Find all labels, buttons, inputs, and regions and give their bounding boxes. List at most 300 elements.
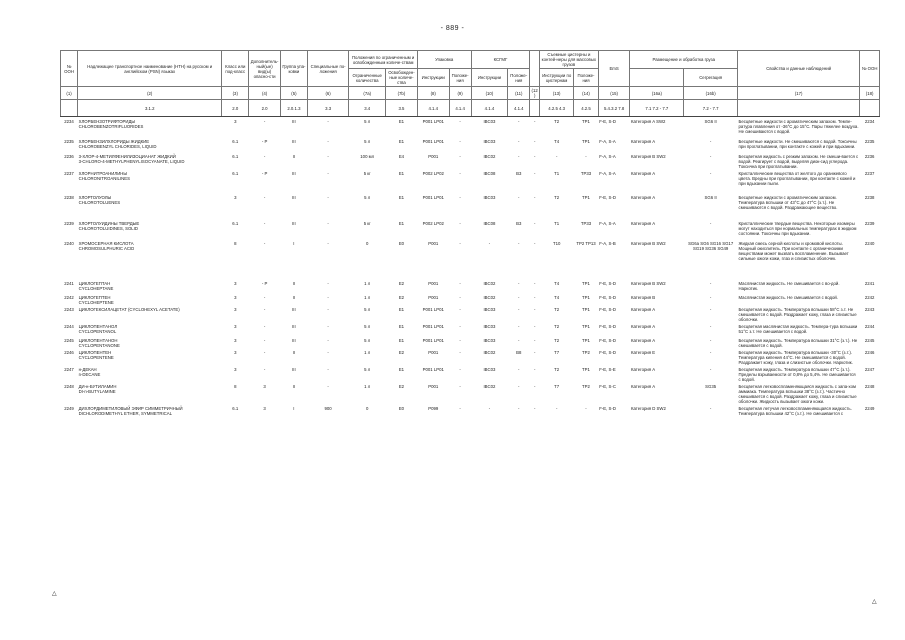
- cell-tp: TP33: [580, 220, 592, 226]
- cell-pi: P001: [428, 383, 439, 389]
- cell-name: [78, 137, 222, 152]
- column-number-15: (15): [598, 87, 630, 100]
- cell-prop: Маслянистая жидкость. Не смешивается с во-дой. Наркотик.: [738, 280, 840, 291]
- cell-ibcp: -: [518, 280, 520, 286]
- cell-stow: Категория A: [630, 337, 656, 343]
- cell-sp: 900: [324, 405, 332, 411]
- column-number-3: (4): [249, 87, 281, 100]
- cell-cls: 6.1: [232, 220, 239, 226]
- cell-ibc: IBC03: [483, 119, 496, 124]
- column-number-9: (9): [449, 87, 471, 100]
- header-sp: Специальные по-ложения: [307, 51, 349, 87]
- cell-pi: P001 LP01: [422, 323, 444, 329]
- cell-ibcp: -: [518, 366, 520, 372]
- cell-ibcp: -: [518, 138, 520, 144]
- cell-eq: E2: [398, 383, 405, 389]
- cell-sub: -: [263, 119, 266, 124]
- name-english: CHLOROBENZOTRIFLUORIDES: [78, 124, 144, 129]
- cell-lq: 5 л: [364, 306, 371, 312]
- cell-ibc: IBC02: [483, 383, 496, 389]
- cell-sub: -: [263, 220, 266, 226]
- table-body: [61, 117, 880, 434]
- cell-pp: -: [459, 383, 461, 389]
- cell-prop: Бесцветная летучая легковоспламеняющаяся жидкость. Температура вспышки 42°C (з.т.). Не смешивается с: [738, 405, 852, 416]
- cell-tank: T2: [554, 323, 560, 329]
- cell-pp: -: [459, 366, 461, 372]
- cell-sp: -: [327, 138, 329, 144]
- cell-tank: T2: [554, 119, 560, 124]
- cell-t12: -: [533, 220, 536, 226]
- cell-un2: 2245: [864, 337, 875, 343]
- cell-seg: -: [709, 306, 712, 312]
- cell-tank: -: [555, 405, 558, 411]
- cell-cls: 8: [234, 240, 237, 246]
- cell-cls: 6.1: [232, 138, 239, 144]
- cell-tp: TP1: [582, 194, 590, 200]
- cell-tp: TP33: [580, 170, 592, 176]
- cell-tank: T2: [554, 194, 560, 200]
- cell-t12: -: [533, 153, 536, 159]
- cell-cls: 6.1: [232, 405, 239, 411]
- cell-sub: -: [263, 366, 266, 372]
- cell-un: 2234: [64, 119, 74, 124]
- column-number-18: (17): [738, 87, 860, 100]
- cell-prop: Бесцветные жидкости с ароматическим запахом. Температура вспышки от 43°C до 47°C (з.т.). Не смешиваются с водой. Раздражающее вещество.: [738, 194, 838, 210]
- cell-eq: E1: [398, 220, 405, 226]
- table-row: [61, 169, 880, 193]
- cell-lq: 5 л: [364, 323, 371, 329]
- name-english: CYCLOHEPTENE: [78, 299, 114, 305]
- cell-cls: 3: [234, 337, 237, 343]
- column-number-10: (10): [471, 87, 508, 100]
- cell-lq: 1 л: [364, 280, 371, 286]
- cell-cls: 3: [234, 294, 237, 300]
- cell-name: [78, 169, 222, 193]
- cell-cls: 8: [234, 383, 237, 389]
- cell-name: [78, 322, 222, 336]
- cell-pp: -: [459, 306, 461, 312]
- cell-lq: 0: [366, 405, 369, 411]
- cell-lq: 5 кг: [363, 170, 371, 176]
- dangerous-goods-table: [60, 50, 880, 434]
- cell-un: 2236: [64, 153, 74, 159]
- cell-un: 2238: [64, 194, 74, 200]
- cell-tp: TP2 TP13: [576, 240, 596, 246]
- cell-pp: -: [459, 349, 461, 355]
- cell-prop: Бесцветная жидкость. Температура вспышки -30°C (з.т.). Температура кипения 44°C. Не смешивается с водой. Раздражает кожу, глаза и слизистые оболочки. Наркотик.: [738, 349, 853, 365]
- cell-stow: Категория D SW2: [630, 405, 666, 411]
- table-header: [61, 51, 880, 117]
- cell-prop: Бесцветные жидкости. Не смешиваются с водой. Токсичны при проглатывании, при контакте с кожей и при вдыхании.: [738, 138, 857, 149]
- cell-tank: T10: [552, 240, 561, 246]
- name-english: CHLOROTOLUIDINES, SOLID: [78, 225, 138, 231]
- cell-stow: Категория A: [630, 323, 656, 329]
- name-english: CHLORONITROANILINES: [78, 175, 130, 181]
- section-ref-0: [61, 100, 78, 117]
- name-russian: ХЛОРНИТРОАНИЛИНЫ: [78, 170, 128, 176]
- cell-lq: 5 л: [364, 337, 371, 343]
- cell-stow: Категория B SW2: [630, 153, 666, 159]
- cell-pi: P001 LP01: [422, 366, 444, 372]
- cell-eq: E1: [398, 306, 405, 312]
- cell-sp: -: [327, 153, 329, 159]
- cell-ibc: IBC03: [483, 306, 496, 312]
- section-reference-row: [61, 100, 880, 117]
- cell-un2: 2235: [864, 138, 875, 144]
- table-row: [61, 382, 880, 404]
- cell-un: 2241: [64, 280, 74, 286]
- cell-ibc: IBC08: [483, 170, 496, 176]
- cell-sub: 3: [263, 405, 266, 411]
- header-tank-instr: Инструкции по цистернам: [540, 69, 574, 87]
- column-number-11: (11): [508, 87, 530, 100]
- cell-seg: SG6 II: [704, 194, 717, 200]
- cell-pg: III: [292, 220, 296, 226]
- header-stow-group: Размещение и обработка груза: [630, 51, 738, 69]
- cell-ems: F-A, S-A: [599, 170, 616, 176]
- cell-ibcp: -: [518, 306, 520, 312]
- header-lq-eq-group: Положения по ограниченным и освобожденным количе-ствам: [349, 51, 417, 69]
- cell-prop: Бесцветная легковоспламеняющаяся жидкость с запа-хом аммиака. Температура вспышки 38°C (з.т.). Частично смешивается с водой. Раздражает кожу, глаза и слизистые оболочки. Жидкость вызывает ожоги кожи.: [738, 383, 857, 404]
- cell-name: [78, 348, 222, 365]
- cell-t12: -: [533, 240, 536, 246]
- cell-pi: P001: [428, 240, 439, 246]
- section-ref-10: 4.1.4: [471, 100, 508, 117]
- cell-t12: -: [533, 170, 536, 176]
- cell-sub: -: [263, 294, 266, 300]
- cell-sp: -: [327, 383, 329, 389]
- cell-pi: P001 LP01: [422, 119, 444, 124]
- cell-seg: -: [709, 323, 712, 329]
- cell-un: 2240: [64, 240, 74, 246]
- cell-sp: -: [327, 220, 329, 226]
- cell-un: 2248: [64, 383, 74, 389]
- name-english: CYCLOPENTANOL: [78, 328, 117, 334]
- cell-ibc: -: [488, 405, 491, 411]
- cell-sub: -: [263, 194, 266, 200]
- name-english: DI-n-BUTYLAMINE: [78, 388, 116, 394]
- cell-tank: T2: [554, 366, 560, 372]
- column-number-2: (3): [222, 87, 249, 100]
- cell-ems: F-E, S-C: [599, 383, 616, 389]
- name-english: CYCLOPENTANONE: [78, 342, 120, 348]
- cell-ems: F-E, S-D: [599, 306, 616, 312]
- name-english: 3-CHLORO-4-METHYLPHENYLISOCYANATE, LIQUID: [78, 158, 185, 164]
- cell-sub: -: [263, 349, 266, 355]
- cell-name: [78, 365, 222, 382]
- cell-tank: T1: [554, 220, 560, 226]
- cell-pg: III: [292, 138, 296, 144]
- cell-seg: -: [709, 220, 712, 226]
- cell-sp: -: [327, 337, 329, 343]
- cell-name: [78, 117, 222, 137]
- cell-seg: -: [709, 153, 712, 159]
- cell-seg: -: [709, 280, 712, 286]
- cell-tp: TP1: [582, 366, 590, 372]
- cell-name: [78, 239, 222, 279]
- cell-cls: 3: [234, 280, 237, 286]
- cell-seg: -: [709, 294, 712, 300]
- cell-ibc: IBC02: [483, 280, 496, 286]
- cell-ems: F-E, S-D: [599, 280, 616, 286]
- cell-pg: III: [292, 194, 296, 200]
- cell-pi: P001: [428, 349, 439, 355]
- name-english: CHLOROBENZYL CHLORIDES, LIQUID: [78, 143, 157, 149]
- cell-ems: F-A, S-A: [599, 138, 616, 144]
- cell-ems: F-E, S-D: [599, 405, 616, 411]
- cell-prop: Жидкая смесь серной кислоты и хромовой кислоты. Мощный окислитель. При контакте с органическими веществами может вызвать воспламенение. Вызывает сильные ожоги кожи, глаз и слизистых оболочек.: [738, 240, 849, 261]
- cell-un2: 2238: [864, 194, 875, 200]
- cell-pg: II: [292, 280, 296, 286]
- cell-eq: E1: [398, 323, 405, 329]
- cell-prop: Бесцветная жидкость с резким запахом. Не смеши-вается с водой. Реагирует с водой, выделяя диок-сид углерода. Токсична при проглатывании.: [738, 153, 859, 169]
- cell-stow: Категория B SW2: [630, 280, 666, 286]
- cell-sub: - P: [261, 280, 268, 286]
- cell-pg: II: [292, 383, 296, 389]
- cell-un2: 2241: [864, 280, 875, 286]
- table-row: [61, 322, 880, 336]
- cell-stow: Категория B: [630, 294, 656, 300]
- cell-sp: -: [327, 280, 329, 286]
- name-russian: ХЛОРБЕНЗОТРИФТОРИДЫ: [78, 119, 136, 124]
- cell-un2: 2249: [864, 405, 875, 411]
- cell-prop: Кристаллические вещества от желтого до оранжевого цвета. Вредны при проглатывании, при контакте с кожей и при вдыхании пыли.: [738, 170, 856, 186]
- cell-tp: TP1: [582, 294, 590, 300]
- cell-eq: E1: [398, 138, 405, 144]
- cell-seg: -: [709, 366, 712, 372]
- section-ref-4: 2.0.1.3: [280, 100, 307, 117]
- cell-cls: 3: [234, 194, 237, 200]
- cell-t12: -: [533, 138, 536, 144]
- cell-un2: 2243: [864, 306, 875, 312]
- header-packing-group: Упаковка: [417, 51, 471, 69]
- cell-pi: P002 LP02: [422, 220, 444, 226]
- name-russian: ЦИКЛОПЕНТАНОН: [78, 337, 118, 343]
- cell-un2: 2248: [864, 383, 875, 389]
- section-ref-8: 4.1.4: [417, 100, 449, 117]
- section-ref-11: 4.1.4: [508, 100, 530, 117]
- cell-un: 2246: [64, 349, 74, 355]
- cell-prop: Кристаллические твердые вещества. Некоторые изомеры могут находиться при нормальных температурах в жидком состоянии. Токсичны при вдыхании.: [738, 220, 857, 236]
- column-number-0: (1): [61, 87, 78, 100]
- column-number-16: (16a): [630, 87, 684, 100]
- cell-t12: -: [533, 119, 536, 124]
- cell-ibc: IBC02: [483, 153, 496, 159]
- cell-seg: SG35: [705, 383, 717, 389]
- cell-pi: P001 LP01: [422, 337, 444, 343]
- name-russian: ХЛОРТОЛУОЛЫ: [78, 194, 112, 200]
- header-properties: Свойства и данные наблюдений: [738, 51, 860, 87]
- section-ref-13: 4.2.5 4.3: [540, 100, 574, 117]
- table-row: [61, 348, 880, 365]
- cell-eq: E1: [398, 337, 405, 343]
- cell-ibcp: B8: [516, 349, 522, 355]
- cell-ibc: IBC08: [483, 220, 496, 226]
- cell-lq: 5 л: [364, 366, 371, 372]
- header-ibc-group: КСГМГ: [471, 51, 530, 69]
- cell-tp: -: [585, 405, 587, 411]
- cell-stow: Категория A: [630, 220, 656, 226]
- cell-stow: Категория E: [630, 349, 656, 355]
- table-row: [61, 117, 880, 137]
- name-russian: ЦИКЛОГЕПТАН: [78, 280, 111, 286]
- header-lq: Ограниченные количества: [349, 69, 386, 87]
- cell-ibc: IBC02: [483, 294, 496, 300]
- section-ref-1: 3.1.2: [78, 100, 222, 117]
- cell-lq: 5 л: [364, 194, 371, 200]
- cell-t12: -: [533, 280, 536, 286]
- cell-stow: Категория A: [630, 383, 656, 389]
- cell-tank: T2: [554, 337, 560, 343]
- name-russian: ЦИКЛОПЕНТЕН: [78, 349, 112, 355]
- amendment-marker-left: △: [52, 591, 57, 597]
- cell-lq: 100 мл: [360, 153, 375, 159]
- cell-un: 2245: [64, 337, 74, 343]
- column-number-5: (6): [307, 87, 349, 100]
- cell-pp: -: [459, 138, 461, 144]
- cell-pp: -: [459, 405, 461, 411]
- cell-seg: -: [709, 337, 712, 343]
- cell-un2: 2247: [864, 366, 875, 372]
- cell-un: 2237: [64, 170, 74, 176]
- column-number-17: (16b): [684, 87, 738, 100]
- cell-eq: E1: [398, 170, 405, 176]
- cell-tp: TP1: [582, 323, 590, 329]
- section-ref-19: [860, 100, 880, 117]
- cell-sp: -: [327, 194, 329, 200]
- name-english: CYCLOPENTENE: [78, 354, 114, 360]
- cell-tp: TP2: [582, 349, 590, 355]
- header-segregation: Сегрегация: [684, 69, 738, 87]
- cell-ibcp: -: [518, 194, 520, 200]
- cell-seg: -: [709, 349, 712, 355]
- cell-sub: -: [263, 306, 266, 312]
- header-tank-prov: Положе-ния: [574, 69, 598, 87]
- header-ibc-instr: Инструкции: [471, 69, 508, 87]
- cell-tp: TP1: [582, 306, 590, 312]
- name-russian: ЦИКЛОГЕПТЕН: [78, 294, 111, 300]
- header-class: Класс или под-класс: [222, 51, 249, 87]
- cell-prop: Маслянистая жидкость. Не смешивается с водой.: [738, 294, 838, 300]
- section-ref-16: 7.1 7.2 - 7.7: [630, 100, 684, 117]
- cell-lq: 5 л: [364, 138, 371, 144]
- cell-sub: - P: [261, 170, 268, 176]
- cell-ems: F-E, S-D: [599, 323, 616, 329]
- cell-eq: E0: [398, 240, 405, 246]
- cell-un2: 2244: [864, 323, 875, 329]
- cell-name: [78, 219, 222, 239]
- cell-pp: -: [459, 337, 461, 343]
- name-russian: ХЛОРБЕНЗИЛХЛОРИДЫ ЖИДКИЕ: [78, 138, 150, 144]
- header-un-right: № ООН: [860, 51, 880, 87]
- cell-eq: E2: [398, 349, 405, 355]
- cell-cls: 3: [234, 119, 237, 124]
- header-pg: Группа упа-ковки: [280, 51, 307, 87]
- name-russian: н-ДЕКАН: [78, 366, 97, 372]
- column-number-row: [61, 87, 880, 100]
- cell-sub: 3: [263, 383, 266, 389]
- cell-ems: F-E, S-D: [599, 349, 616, 355]
- cell-t12: -: [533, 306, 536, 312]
- cell-un2: 2236: [864, 153, 875, 159]
- column-number-13: (13): [540, 87, 574, 100]
- name-russian: ЦИКЛОГЕКСИЛАЦЕТАТ (CYCLOHEXYL ACETATE): [78, 306, 180, 312]
- name-english: CYCLOHEPTANE: [78, 285, 114, 291]
- column-number-12: (12): [531, 88, 538, 98]
- cell-un: 2239: [64, 220, 74, 226]
- cell-pp: -: [459, 170, 461, 176]
- cell-pi: P001: [428, 280, 439, 286]
- table-row: [61, 293, 880, 305]
- cell-un2: 2237: [864, 170, 875, 176]
- cell-seg: -: [709, 405, 712, 411]
- name-english: CHLOROTOLUENES: [78, 199, 121, 205]
- cell-eq: E1: [398, 366, 405, 372]
- cell-prop: Бесцветные жидкости с ароматическим запахом. Темпе-ратура плавления от -36°C до 15°C. Пары тяжелее воздуха. Не смешиваются с водой.: [738, 119, 859, 134]
- cell-pp: -: [459, 240, 461, 246]
- table-row: [61, 193, 880, 219]
- cell-pg: III: [292, 119, 296, 124]
- cell-tank: T1: [554, 170, 560, 176]
- cell-ibcp: -: [518, 383, 520, 389]
- cell-t12: -: [533, 337, 536, 343]
- cell-name: [78, 293, 222, 305]
- section-ref-6: 3.4: [349, 100, 386, 117]
- cell-un2: 2239: [864, 220, 875, 226]
- cell-cls: 3: [234, 366, 237, 372]
- amendment-marker-right: △: [872, 599, 877, 605]
- cell-un2: 2242: [864, 294, 875, 300]
- column-number-7: (7b): [386, 87, 418, 100]
- cell-sub: -: [263, 240, 266, 246]
- table-row: [61, 219, 880, 239]
- header-pp: Положе-ния: [449, 69, 471, 87]
- section-ref-17: 7.2 - 7.7: [684, 100, 738, 117]
- header-name: Надлежащее транспортное наименование (НТН) на русском и английском (PSN) языках: [78, 51, 222, 87]
- cell-sp: -: [327, 240, 329, 246]
- cell-ibc: IBC03: [483, 323, 496, 329]
- cell-prop: Бесцветная маслянистая жидкость. Темпера-тура вспышки 51°C з.т. Не смешивается с водой.: [738, 323, 858, 334]
- name-russian: ХРОМОСЕРНАЯ КИСЛОТА: [78, 240, 134, 246]
- section-ref-7: 3.5: [386, 100, 418, 117]
- header-stowage: [630, 69, 684, 87]
- header-eq: Освобожден-ные количе-ства: [386, 69, 418, 87]
- cell-cls: 3: [234, 306, 237, 312]
- header-ibc-prov: Положе-ния: [508, 69, 530, 87]
- cell-t12: -: [533, 405, 536, 411]
- cell-un2: 2246: [864, 349, 875, 355]
- cell-prop: Бесцветная жидкость. Температура вспышки 47°C (з.т.). Пределы взрываемости от 0,8% до 5,4%. Не смешивается с водой.: [738, 366, 856, 382]
- cell-t12: -: [533, 294, 536, 300]
- section-ref-14: 4.2.5: [574, 100, 598, 117]
- cell-ibcp: B3: [516, 170, 522, 176]
- cell-name: [78, 382, 222, 404]
- cell-tp: TP1: [582, 337, 590, 343]
- page-number: - 889 -: [440, 25, 465, 32]
- cell-stow: Категория A: [630, 366, 656, 372]
- cell-name: [78, 193, 222, 219]
- cell-stow: Категория A: [630, 306, 656, 312]
- cell-ems: F-E, S-D: [599, 194, 616, 200]
- cell-un2: 2240: [864, 240, 875, 246]
- cell-sub: -: [263, 323, 266, 329]
- cell-pi: P001 LP01: [422, 138, 444, 144]
- cell-lq: 5 л: [364, 119, 371, 124]
- cell-t12: -: [533, 323, 536, 329]
- cell-tank: T4: [554, 280, 560, 286]
- cell-pg: III: [292, 337, 296, 343]
- cell-cls: 6.1: [232, 170, 239, 176]
